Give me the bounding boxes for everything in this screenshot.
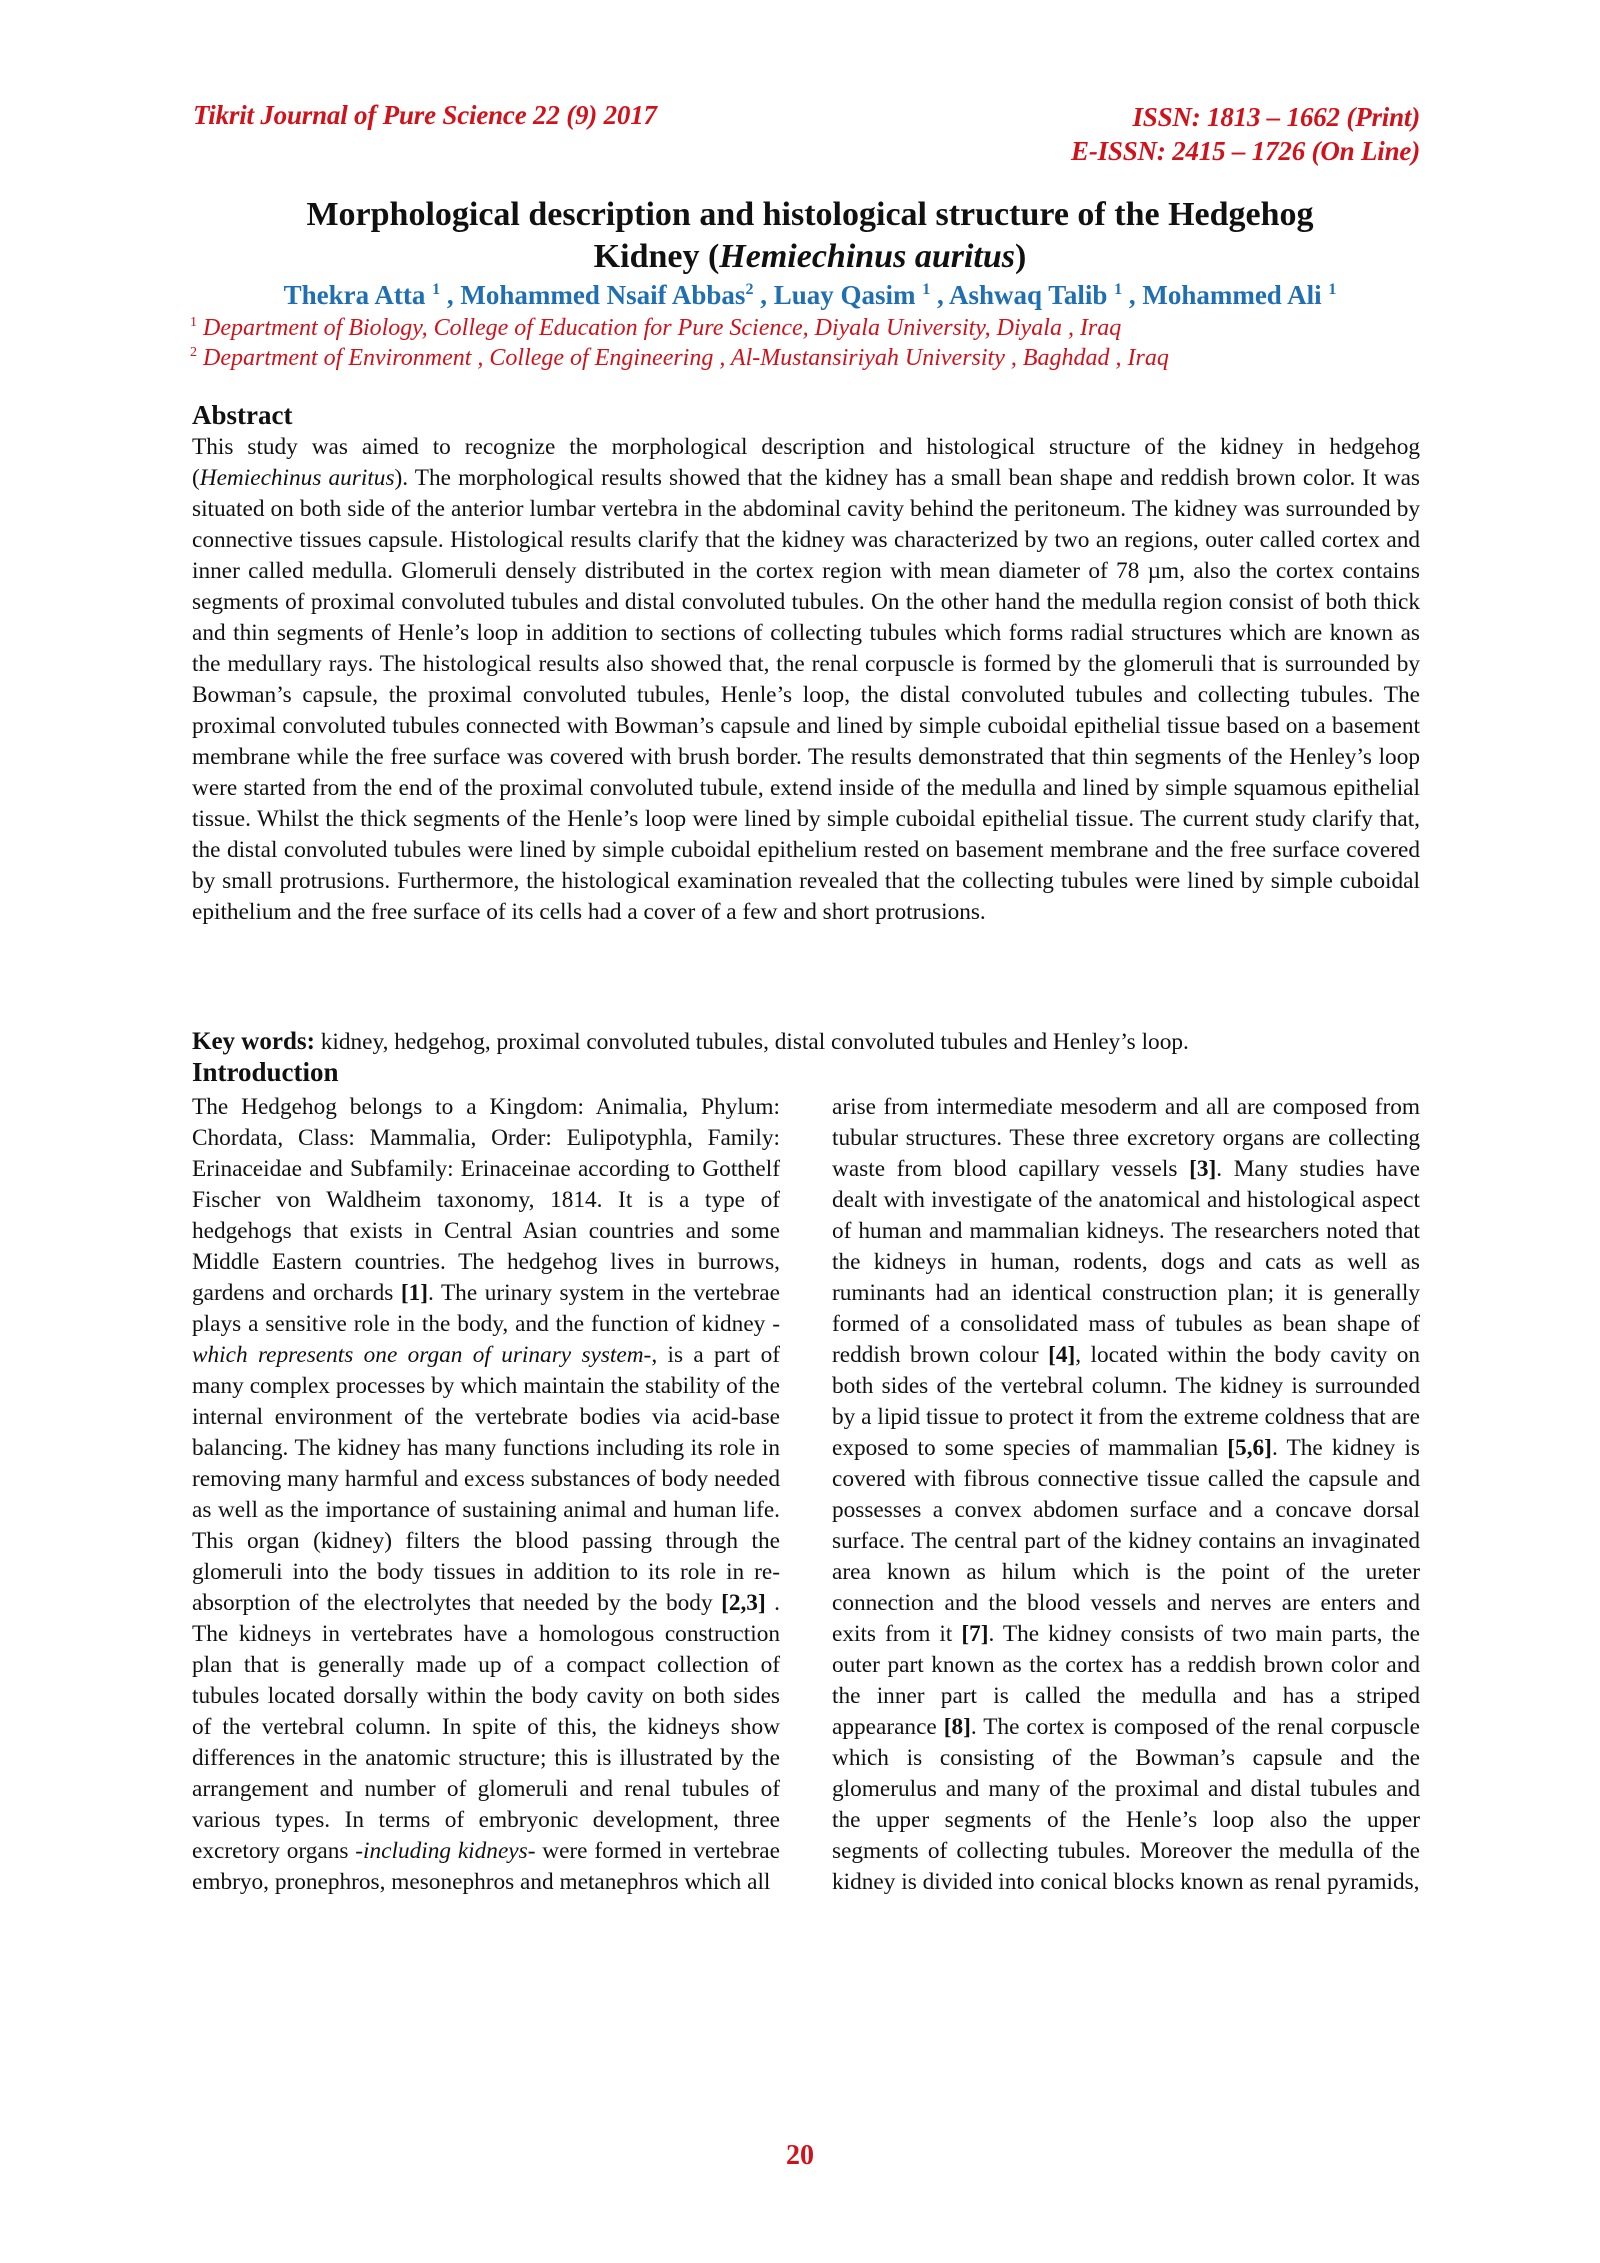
affiliation-text: Department of Environment , College of Engineering , Al-Mustansiriyah University , Baghdad , Iraq — [203, 345, 1169, 371]
abstract-heading: Abstract — [192, 400, 293, 430]
italic-aside: -including kidneys- — [355, 1838, 536, 1864]
journal-header: Tikrit Journal of Pure Science 22 (9) 2017 — [193, 100, 657, 130]
author-affiliation-mark: 1 — [1328, 281, 1337, 298]
species-name: Hemiechinus auritus — [199, 465, 395, 491]
italic-aside: -which represents one organ of urinary system- — [192, 1311, 780, 1368]
author-affiliation-mark: 2 — [745, 281, 754, 298]
author: Ashwaq Talib — [948, 280, 1115, 310]
body-text: The Hedgehog belongs to a Kingdom: Animalia, Phylum: Chordata, Class: Mammalia, Order: Eulipotyphla, Family: Erinaceidae and Subfamily: Erinaceinae according to Gotthelf Fischer von Waldheim taxonomy, 1814. It is a type of hedgehogs that exists in Central Asian countries and some Middle Eastern countries. The hedgehog lives in burrows, gardens and orchards — [192, 1094, 780, 1306]
body-text: . Many studies have dealt with investigate of the anatomical and histological aspect of human and mammalian kidneys. The researchers noted that the kidneys in human, rodents, dogs and cats as well as ruminants had an identical construction plan; it is generally formed of a consolidated mass of tubules as bean shape of reddish brown colour — [832, 1156, 1421, 1368]
author-separator: , — [1122, 280, 1143, 310]
keywords — [192, 1026, 1420, 1058]
citation: [1] — [400, 1280, 429, 1306]
body-text: , is a part of many complex processes by which maintain the stability of the internal environment of the vertebrate bodies via acid-base balancing. The kidney has many functions including its role in removing many harmful and excess substances of body needed as well as the importance of sustaining animal and human life. This organ (kidney) filters the blood passing through the glomeruli into the body tissues in addition to its role in re-absorption of the electrolytes that needed by the body — [192, 1342, 780, 1616]
author-affiliation-mark: 1 — [922, 281, 931, 298]
species-name: Hemiechinus auritus — [719, 238, 1015, 275]
body-text: . The kidneys in vertebrates have a homologous construction plan that is generally made up of a compact collection of tubules located dorsally within the body cavity on both sides of the vertebral column. In spite of this, the kidneys show differences in the anatomic structure; this is illustrated by the arrangement and number of glomeruli and renal tubules of various types. In terms of embryonic development, three excretory organs — [192, 1590, 780, 1864]
paper-title — [180, 194, 1440, 278]
issn-block — [1071, 100, 1420, 168]
keywords-text: kidney, hedgehog, proximal convoluted tubules, distal convoluted tubules and Henley’s loop. — [314, 1029, 1189, 1055]
author-separator: , — [440, 280, 461, 310]
body-text: . The kidney is covered with fibrous connective tissue called the capsule and possesses a convex abdomen surface and a concave dorsal surface. The central part of the kidney contains an invaginated area known as hilum which is the point of the ureter connection and the blood vessels and nerves are enters and exits from it — [832, 1435, 1420, 1647]
keywords-label: Key words: — [192, 1028, 315, 1055]
affiliation-number: 1 — [190, 315, 197, 330]
body-text: arise from intermediate mesoderm and all are composed from tubular structures. These three excretory organs are collecting waste from blood capillary vessels — [832, 1094, 1420, 1182]
abstract-body — [192, 432, 1420, 928]
affiliation-1 — [190, 313, 1121, 343]
author-affiliation-mark: 1 — [1114, 281, 1123, 298]
body-text: . The kidney consists of two main parts, the outer part known as the cortex has a reddish brown color and the inner part is called the medulla and has a striped appearance — [832, 1621, 1420, 1740]
citation: [3] — [1189, 1156, 1217, 1182]
author-affiliation-mark: 1 — [432, 281, 441, 298]
issn-print: ISSN: 1813 – 1662 (Print) — [1132, 102, 1420, 132]
citation: [5,6] — [1227, 1435, 1272, 1461]
body-text: were formed in vertebrae embryo, pronephros, mesonephros and metanephros which all — [192, 1838, 780, 1895]
affiliation-number: 2 — [190, 345, 197, 360]
citation: [2,3] — [721, 1590, 766, 1616]
author: Mohammed Ali — [1142, 280, 1329, 310]
issn-online: E-ISSN: 2415 – 1726 (On Line) — [1071, 136, 1420, 166]
body-text: . The cortex is composed of the renal corpuscle which is consisting of the Bowman’s capsule and the glomerulus and many of the proximal and distal tubules and the upper segments of the Henle’s loop also the upper segments of collecting tubules. Moreover the medulla of the kidney is divided into conical blocks known as renal pyramids, — [832, 1714, 1420, 1895]
author-separator: , — [930, 280, 949, 310]
author-list — [180, 279, 1440, 311]
title-line-1: Morphological description and histological structure of the Hedgehog — [306, 196, 1314, 233]
title-prefix: Kidney ( — [593, 238, 720, 275]
title-suffix: ) — [1015, 238, 1027, 275]
introduction-column-left — [192, 1092, 780, 1898]
author-separator: , — [753, 280, 774, 310]
introduction-heading: Introduction — [192, 1057, 339, 1087]
citation: [4] — [1048, 1342, 1076, 1368]
page-number: 20 — [786, 2140, 814, 2171]
title-line-2 — [180, 236, 1440, 278]
body-text: , located within the body cavity on both sides of the vertebral column. The kidney is surrounded by a lipid tissue to protect it from the extreme coldness that are exposed to some species of mammalian — [832, 1342, 1420, 1461]
citation: [7] — [961, 1621, 989, 1647]
author: Mohammed Nsaif Abbas — [460, 280, 746, 310]
author: Luay Qasim — [773, 280, 923, 310]
body-text: . The urinary system in the vertebrae plays a sensitive role in the body, and the function of kidney — [192, 1280, 780, 1337]
abstract-text: ). The morphological results showed that the kidney has a small bean shape and reddish brown color. It was situated on both side of the anterior lumbar vertebra in the abdominal cavity behind the peritoneum. The kidney was surrounded by connective tissues capsule. Histological results clarify that the kidney was characterized by two an regions, outer called cortex and inner called medulla. Glomeruli densely distributed in the cortex region with mean diameter of 78 µm, also the cortex contains segments of proximal convoluted tubules and distal convoluted tubules. On the other hand the medulla region consist of both thick and thin segments of Henle’s loop in addition to sections of collecting tubules which forms radial structures which are known as the medullary rays. The histological results also showed that, the renal corpuscle is formed by the glomeruli that is surrounded by Bowman’s capsule, the proximal convoluted tubules, Henle’s loop, the distal convoluted tubules and collecting tubules. The proximal convoluted tubules connected with Bowman’s capsule and lined by simple cuboidal epithelial tissue based on a basement membrane while the free surface was covered with brush border. The results demonstrated that thin segments of the Henley’s loop were started from the end of the proximal convoluted tubule, extend inside of the medulla and lined by simple squamous epithelial tissue. Whilst the thick segments of the Henle’s loop were lined by simple cuboidal epithelial tissue. The current study clarify that, the distal convoluted tubules were lined by simple cuboidal epithelium rested on basement membrane and the free surface covered by small protrusions. Furthermore, the histological examination revealed that the collecting tubules were lined by simple cuboidal epithelium and the free surface of its cells had a cover of a few and short protrusions. — [192, 465, 1420, 925]
author: Thekra Atta — [283, 280, 433, 310]
affiliation-2 — [190, 343, 1169, 373]
citation: [8] — [943, 1714, 971, 1740]
abstract-text: This study was aimed to recognize the morphological description and histological structure of the kidney in hedgehog ( — [192, 434, 1420, 491]
affiliation-text: Department of Biology, College of Education for Pure Science, Diyala University, Diyala , Iraq — [203, 315, 1122, 341]
introduction-column-right — [832, 1092, 1420, 1898]
